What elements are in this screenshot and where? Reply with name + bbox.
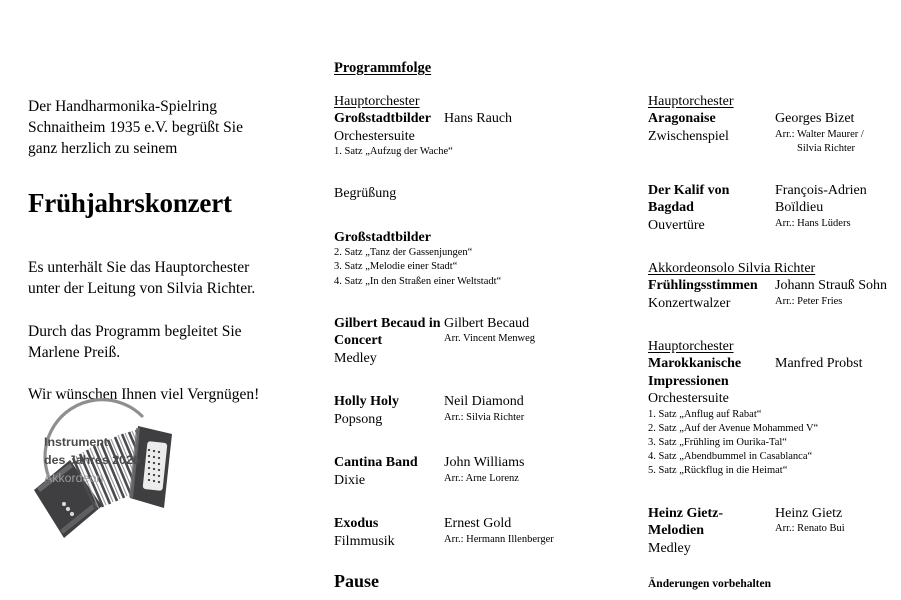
program-item-welcome: Begrüßung	[334, 186, 397, 202]
spacer	[334, 367, 634, 393]
program-entry	[648, 338, 900, 479]
entry-genre-row	[334, 411, 634, 429]
movement-item: 4. Satz „Abendbummel in Casablanca“	[648, 451, 813, 463]
orchestra-line-2: unter der Leitung von Silvia Richter.	[28, 280, 256, 297]
arranger-name: Arr.: Walter Maurer /	[775, 128, 864, 140]
composer-name: Manfred Probst	[775, 356, 863, 371]
entry-genre-row	[334, 472, 634, 490]
piece-title: Der Kalif von	[648, 182, 730, 198]
logo-line-3: Akkordeon	[44, 471, 104, 485]
piece-title: Exodus	[334, 516, 379, 532]
spacer	[334, 289, 634, 315]
piece-genre: Orchestersuite	[648, 391, 729, 406]
intro-line-2: Schnaitheim 1935 e.V. begrüßt Sie	[28, 119, 243, 136]
intermission-label: Pause	[334, 571, 379, 592]
movement-item: 1. Satz „Aufzug der Wache“	[334, 146, 453, 157]
piece-title: Holly Holy	[334, 394, 399, 410]
spacer	[334, 203, 634, 229]
arranger-name: Arr.: Silvia Richter	[444, 411, 525, 423]
entry-genre-row	[334, 533, 634, 551]
composer-name: Johann Strauß Sohn	[775, 278, 887, 293]
instrument-of-the-year-logo	[24, 398, 204, 588]
program-entry	[334, 315, 634, 368]
movement-list	[334, 246, 634, 289]
ensemble-label: Hauptorchester	[334, 94, 420, 109]
composer-name: John Williams	[444, 455, 525, 471]
movement-item: 5. Satz „Rückflug in die Heimat“	[648, 465, 788, 477]
movement-list	[648, 408, 900, 479]
entry-title-row	[648, 355, 900, 373]
composer-name: Heinz Gietz	[775, 505, 843, 521]
program-entry	[648, 93, 900, 156]
spacer	[334, 489, 634, 515]
piece-title: Heinz Gietz-	[648, 505, 724, 521]
entry-title-row-cont	[648, 522, 900, 540]
spacer	[648, 557, 900, 577]
movement-list	[334, 145, 634, 159]
arranger-name: Arr.: Hans Lüders	[775, 217, 851, 229]
piece-genre: Medley	[648, 540, 691, 556]
movement-item: 2. Satz „Tanz der Gassenjungen“	[334, 247, 473, 259]
spacer	[648, 312, 900, 338]
closing-line: Wir wünschen Ihnen viel Vergnügen!	[28, 386, 260, 403]
program-entry	[334, 93, 634, 159]
composer-name: Hans Rauch	[444, 111, 513, 126]
program-entry	[334, 515, 634, 550]
arranger-name: Arr. Vincent Menweg	[444, 333, 536, 345]
concert-title: Frühjahrskonzert	[28, 188, 232, 218]
entry-title-row	[334, 110, 634, 128]
host-line-2: Marlene Preiß.	[28, 344, 121, 361]
entry-title-row	[648, 110, 900, 128]
entry-title-row	[334, 393, 634, 411]
logo-line-2: des Jahres 2026	[44, 453, 140, 467]
spacer	[648, 479, 900, 505]
arranger-block	[775, 128, 864, 156]
entry-title-row	[334, 515, 634, 533]
arranger-name: Arr.: Peter Fries	[775, 295, 843, 307]
spacer	[648, 234, 900, 260]
entry-title-row	[648, 277, 900, 295]
composer-name: Georges Bizet	[775, 111, 855, 126]
piece-genre: Ouvertüre	[648, 217, 705, 233]
movement-item: 4. Satz „In den Straßen einer Weltstadt“	[334, 275, 502, 287]
program-entry	[648, 505, 900, 558]
entry-genre-row	[648, 128, 900, 156]
spacer	[28, 299, 298, 321]
arranger-name: Arr.: Hermann Illenberger	[444, 533, 554, 545]
host-paragraph	[28, 321, 298, 363]
arranger-name-cont: Silvia Richter	[797, 142, 856, 154]
piece-title: Aragonaise	[648, 111, 716, 126]
piece-title: Marokkanische	[648, 356, 742, 371]
program-heading: Programmfolge	[334, 60, 432, 76]
entry-title-row	[334, 454, 634, 472]
piece-title: Großstadtbilder	[334, 229, 431, 245]
spacer	[28, 363, 298, 384]
piece-genre: Filmmusik	[334, 533, 395, 549]
ensemble-label: Hauptorchester	[648, 339, 734, 354]
entry-title-row-cont	[334, 332, 634, 350]
composer-name-line2: Boïldieu	[775, 200, 824, 215]
arranger-name: Arr.: Arne Lorenz	[444, 472, 519, 484]
entry-title-row	[334, 315, 634, 333]
program-column-middle	[334, 93, 634, 592]
piece-title: Gilbert Becaud in	[334, 315, 441, 331]
piece-title: Frühlingsstimmen	[648, 278, 758, 293]
program-entry	[334, 229, 634, 289]
host-line-1: Durch das Programm begleitet Sie	[28, 323, 242, 340]
entry-title-row-cont	[648, 199, 900, 217]
movement-item: 1. Satz „Anflug auf Rabat“	[648, 408, 762, 420]
program-entry	[648, 182, 900, 235]
piece-title: Cantina Band	[334, 455, 418, 471]
ensemble-label: Hauptorchester	[648, 94, 734, 109]
spacer	[334, 159, 634, 185]
entry-genre-row	[648, 295, 900, 313]
entry-title-row	[648, 505, 900, 523]
piece-genre: Orchestersuite	[334, 128, 415, 144]
arranger-name: Arr.: Renato Bui	[775, 523, 845, 535]
piece-genre: Dixie	[334, 472, 366, 488]
spacer	[334, 428, 634, 454]
spacer	[648, 156, 900, 182]
composer-name: François-Adrien	[775, 182, 867, 198]
orchestra-line-1: Es unterhält Sie das Hauptorchester	[28, 259, 250, 276]
disclaimer-note: Änderungen vorbehalten	[648, 578, 771, 591]
ensemble-label: Akkordeonsolo Silvia Richter	[648, 261, 816, 276]
intro-paragraph	[28, 96, 298, 159]
left-column	[28, 96, 298, 405]
piece-title-line2: Impressionen	[648, 373, 729, 389]
logo-graphic	[24, 398, 204, 588]
program-entry	[334, 454, 634, 489]
piece-genre: Zwischenspiel	[648, 128, 729, 144]
logo-line-1: Instrument	[44, 435, 109, 449]
program-entry	[648, 260, 900, 312]
composer-name: Gilbert Becaud	[444, 315, 530, 331]
entry-title-row	[648, 182, 900, 200]
piece-title-line2: Melodien	[648, 523, 704, 539]
entry-genre-row	[648, 217, 900, 235]
intro-line-1: Der Handharmonika-Spielring	[28, 98, 217, 115]
piece-title-line2: Concert	[334, 333, 383, 349]
composer-name: Ernest Gold	[444, 516, 512, 532]
intro-line-3: ganz herzlich zu seinem	[28, 140, 178, 157]
piece-genre: Konzertwalzer	[648, 295, 731, 311]
spacer	[28, 219, 298, 257]
program-entry	[334, 393, 634, 428]
movement-item: 2. Satz „Auf der Avenue Mohammed V“	[648, 422, 819, 434]
piece-genre: Popsong	[334, 411, 383, 427]
piece-title: Großstadtbilder	[334, 111, 431, 126]
piece-title-line2: Bagdad	[648, 200, 694, 215]
program-column-right	[648, 93, 900, 592]
spacer	[334, 550, 634, 570]
movement-item: 3. Satz „Melodie einer Stadt“	[334, 261, 458, 273]
movement-item: 3. Satz „Frühling im Ourika-Tal“	[648, 436, 787, 448]
orchestra-paragraph	[28, 257, 298, 299]
composer-name: Neil Diamond	[444, 394, 524, 410]
piece-genre: Medley	[334, 350, 377, 366]
